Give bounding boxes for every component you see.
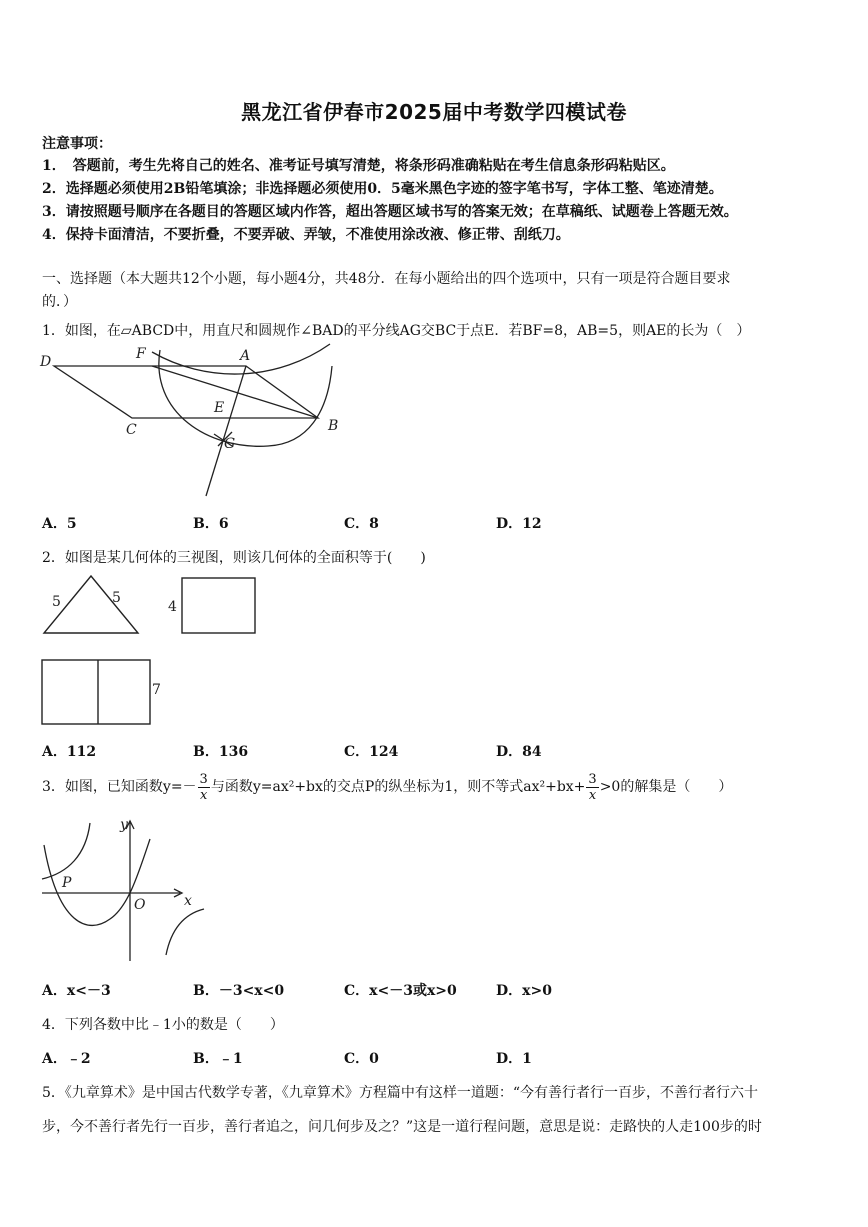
q3-option-b[interactable]: B．－3<x<0 [193,983,285,999]
q2-option-c[interactable]: C．124 [344,744,399,760]
q2-front-view [38,572,178,640]
q2-top-view [40,658,170,728]
q4-option-b[interactable]: B．﹣1 [193,1051,243,1067]
q3-fraction-2 [586,772,598,803]
question-3-text [42,771,732,803]
q3-prefix: 3．如图，已知函数y=－ [42,779,197,795]
q1-option-a[interactable]: A．5 [42,516,77,532]
q3-frac1-den: x [200,787,208,803]
q4-option-a[interactable]: A．﹣2 [42,1051,91,1067]
hyperbola-right-branch [166,909,204,955]
question-5-line2: 步，今不善行者先行一百步，善行者追之，问几何步及之？”这是一道行程问题，意思是说：走路快的人走100步的时 [42,1119,762,1135]
q3-suffix: >0的解集是（ ） [599,779,733,795]
q3-label-x: x [184,893,192,909]
line-ag [206,366,246,496]
question-1-figure [38,342,348,502]
label-d: D [40,354,52,370]
q3-middle: 与函数y=ax²+bx的交点P的纵坐标为1，则不等式ax²+bx+ [210,779,586,795]
q3-frac2-num: 3 [588,771,597,787]
section-heading-line2: 的．） [42,294,77,310]
q3-frac1-num: 3 [199,771,208,787]
q3-label-o: O [134,897,146,913]
q3-label-p: P [62,875,72,891]
q1-option-c[interactable]: C．8 [344,516,379,532]
question-3-figure [38,815,208,965]
note-item-4: 4．保持卡面清洁，不要折叠，不要弄破、弄皱，不准使用涂改液、修正带、刮纸刀。 [42,227,570,243]
note-item-1: 1． 答题前，考生先将自己的姓名、准考证号填写清楚，将条形码准确粘贴在考生信息条形码粘贴区。 [42,158,675,174]
q2-option-b[interactable]: B．136 [193,744,249,760]
q3-frac2-den: x [588,787,597,803]
label-c: C [126,422,137,438]
q2-label-left-side: 5 [52,594,61,610]
q3-option-c[interactable]: C．x<－3或x>0 [344,983,457,999]
q2-option-d[interactable]: D．84 [496,744,542,760]
note-item-2: 2．选择题必须使用2B铅笔填涂；非选择题必须使用0．5毫米黑色字迹的签字笔书写，字体工整、笔迹清楚。 [42,181,723,197]
q4-option-c[interactable]: C．0 [344,1051,379,1067]
q2-label-bottom-height: 7 [152,682,161,698]
q3-option-a[interactable]: A．x<－3 [42,983,111,999]
label-a: A [240,348,251,364]
q3-label-y: y [120,817,128,833]
q2-side-view [164,574,260,638]
label-b: B [328,418,339,434]
q2-label-right-side: 5 [112,590,121,606]
page-title: 黑龙江省伊春市2025届中考数学四模试卷 [241,100,627,124]
question-4-text: 4．下列各数中比﹣1小的数是（ ） [42,1017,284,1033]
question-2-text: 2．如图是某几何体的三视图，则该几何体的全面积等于( ) [42,550,426,566]
label-e: E [214,400,225,416]
label-g: G [224,436,236,452]
note-item-3: 3．请按照题号顺序在各题目的答题区域内作答，超出答题区域书写的答案无效；在草稿纸、试题卷上答题无效。 [42,204,738,220]
q1-option-d[interactable]: D．12 [496,516,542,532]
q2-option-a[interactable]: A．112 [42,744,97,760]
section-heading-line1: 一、选择题（本大题共12个小题，每小题4分，共48分．在每小题给出的四个选项中，只有一项是符合题目要求 [42,271,731,287]
notes-heading: 注意事项： [42,136,112,152]
question-5-line1: 5．《九章算术》是中国古代数学专著，《九章算术》方程篇中有这样一道题：“今有善行者行一百步，不善行者行六十 [42,1085,759,1101]
q2-label-rect-height: 4 [168,599,177,615]
arc-circle [159,350,332,446]
question-1-text: 1．如图，在▱ABCD中，用直尺和圆规作∠BAD的平分线AG交BC于点E．若BF=8，AB=5，则AE的长为（ ） [42,323,751,339]
parallelogram-abcd [54,366,318,418]
q3-fraction-1 [198,772,210,803]
label-f: F [136,346,146,362]
q1-option-b[interactable]: B．6 [193,516,229,532]
q3-option-d[interactable]: D．x>0 [496,983,552,999]
q4-option-d[interactable]: D．1 [496,1051,532,1067]
